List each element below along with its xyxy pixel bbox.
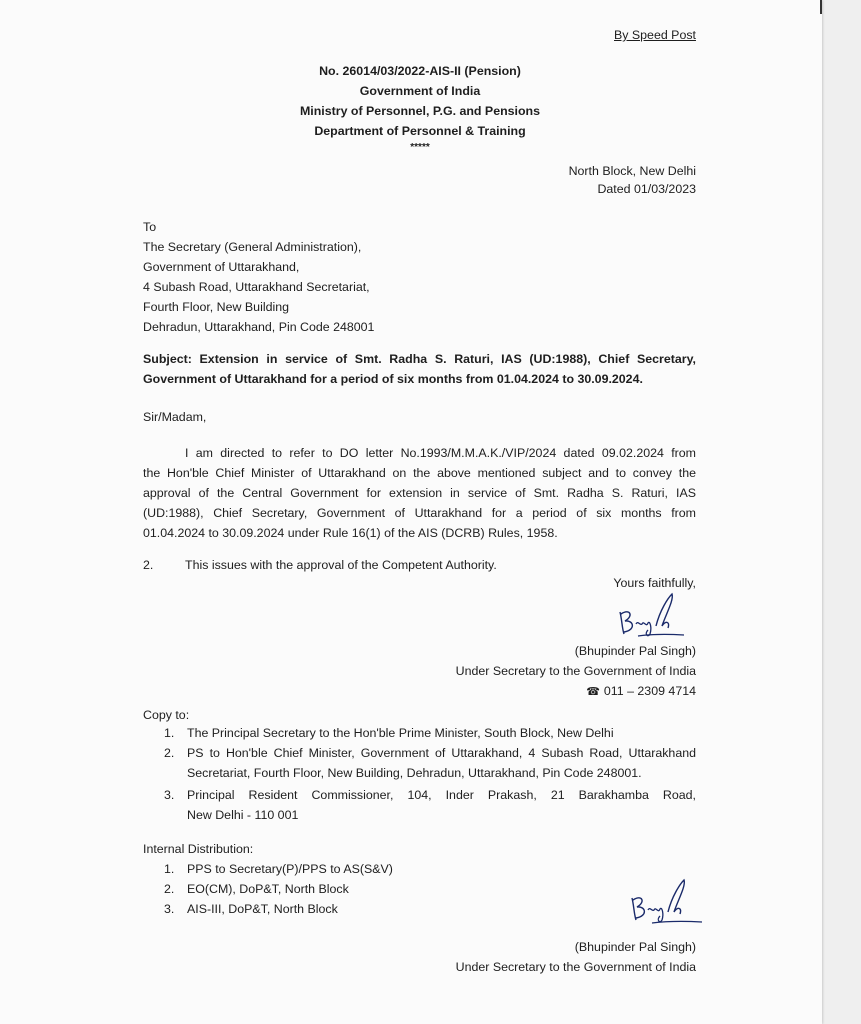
- internal-item-number: 3.: [164, 902, 175, 916]
- address-line: 4 Subash Road, Uttarakhand Secretariat,: [143, 280, 370, 294]
- signatory-phone: [500, 684, 696, 698]
- paragraph-line: approval of the Central Government for extension in service of Smt. Radha S. Raturi, IAS: [143, 486, 696, 500]
- copy-to-heading: Copy to:: [143, 708, 190, 722]
- internal-distribution-heading: Internal Distribution:: [143, 842, 254, 856]
- paragraph-line: the Hon'ble Chief Minister of Uttarakhand on the above mentioned subject and to convey the: [143, 466, 696, 480]
- telephone-icon: ☎: [586, 685, 600, 698]
- address-line: Government of Uttarakhand,: [143, 260, 300, 274]
- paragraph-number: 2.: [143, 558, 154, 572]
- paragraph-line: (UD:1988), Chief Secretary, Government of Uttarakhand for a period of six months from: [143, 506, 696, 520]
- file-number: No. 26014/03/2022-AIS-II (Pension): [319, 64, 521, 78]
- copy-item-number: 1.: [164, 726, 175, 740]
- copy-item-text: PS to Hon'ble Chief Minister, Government of Uttarakhand, 4 Subash Road, Uttarakhand: [187, 746, 696, 760]
- copy-item-text: The Principal Secretary to the Hon'ble Prime Minister, South Block, New Delhi: [187, 726, 614, 740]
- signatory-designation: Under Secretary to the Government of India: [455, 664, 696, 678]
- paragraph-line: I am directed to refer to DO letter No.1993/M.M.A.K./VIP/2024 dated 09.02.2024 from: [185, 446, 696, 460]
- department-heading: Department of Personnel & Training: [314, 124, 526, 138]
- internal-item-number: 2.: [164, 882, 175, 896]
- internal-item-text: EO(CM), DoP&T, North Block: [187, 882, 349, 896]
- signature-icon: [622, 876, 704, 926]
- signatory-designation: Under Secretary to the Government of India: [455, 960, 696, 974]
- copy-item-number: 3.: [164, 788, 175, 802]
- address-line: Fourth Floor, New Building: [143, 300, 290, 314]
- internal-item-text: PPS to Secretary(P)/PPS to AS(S&V): [187, 862, 393, 876]
- header-stars: *****: [410, 142, 430, 153]
- address-line: Dehradun, Uttarakhand, Pin Code 248001: [143, 320, 375, 334]
- subject-line: Government of Uttarakhand for a period of six months from 01.04.2024 to 30.09.2024.: [143, 372, 643, 386]
- ministry-heading: Ministry of Personnel, P.G. and Pensions: [299, 104, 541, 118]
- paragraph-line: 01.04.2024 to 30.09.2024 under Rule 16(1) of the AIS (DCRB) Rules, 1958.: [143, 526, 558, 540]
- signature-icon: [608, 590, 688, 638]
- copy-item-text: Principal Resident Commissioner, 104, Inder Prakash, 21 Barakhamba Road,: [187, 788, 696, 802]
- closing-line: Yours faithfully,: [613, 576, 696, 590]
- copy-item-text: Secretariat, Fourth Floor, New Building, Dehradun, Uttarakhand, Pin Code 248001.: [187, 766, 642, 780]
- signatory-name: (Bhupinder Pal Singh): [574, 644, 696, 658]
- internal-item-number: 1.: [164, 862, 175, 876]
- paragraph-2-text: This issues with the approval of the Competent Authority.: [185, 558, 497, 572]
- phone-number: 011 – 2309 4714: [603, 684, 696, 698]
- copy-item-text: New Delhi - 110 001: [187, 808, 299, 822]
- to-label: To: [143, 220, 157, 234]
- address-line: The Secretary (General Administration),: [143, 240, 362, 254]
- date-line: Dated 01/03/2023: [597, 182, 696, 196]
- place-line: North Block, New Delhi: [568, 164, 696, 178]
- signatory-name: (Bhupinder Pal Singh): [574, 940, 696, 954]
- salutation: Sir/Madam,: [143, 410, 207, 424]
- government-heading: Government of India: [359, 84, 481, 98]
- copy-item-number: 2.: [164, 746, 175, 760]
- subject-line: Subject: Extension in service of Smt. Radha S. Raturi, IAS (UD:1988), Chief Secretary,: [143, 352, 696, 366]
- internal-item-text: AIS-III, DoP&T, North Block: [187, 902, 338, 916]
- speed-post-label: By Speed Post: [614, 28, 696, 42]
